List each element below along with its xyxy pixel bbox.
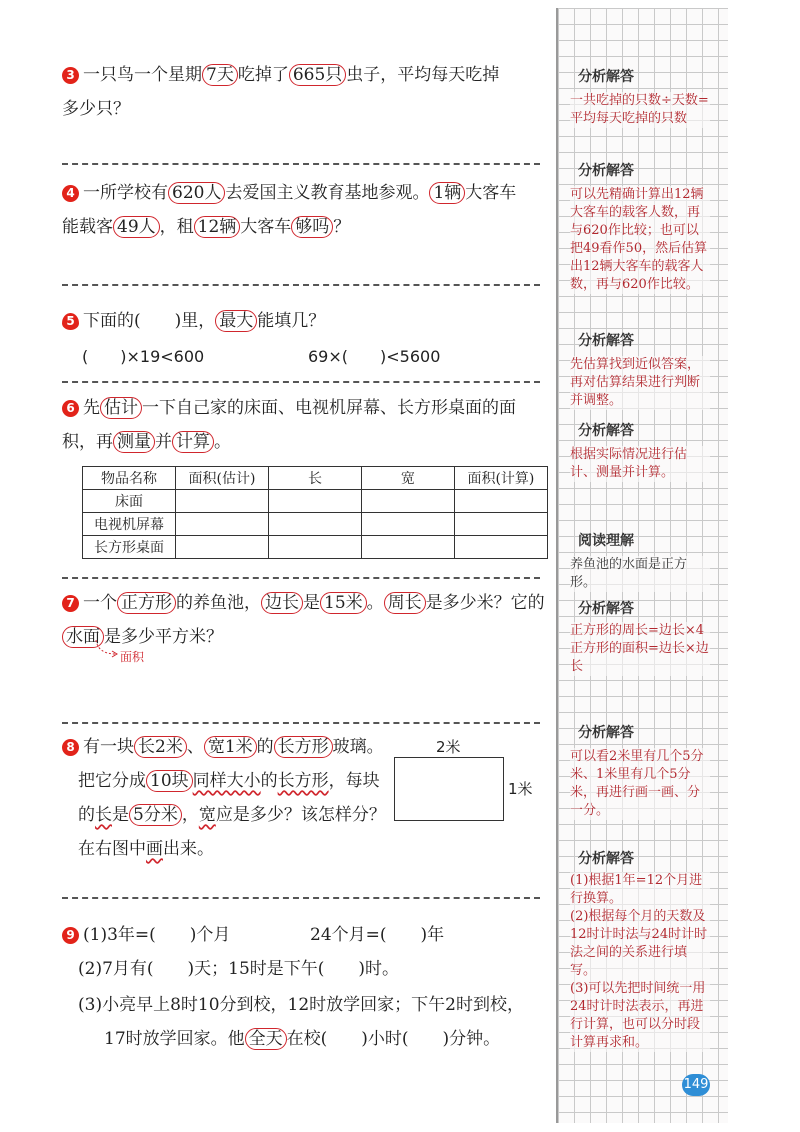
analysis-note: 先估算找到近似答案，再对估算结果进行判断并调整。 — [570, 356, 710, 410]
question-number: 6 — [62, 400, 79, 417]
section-header: 分析解答 — [578, 163, 634, 179]
question-7: 7 一个 正方形 的养鱼池， 边长 是 15米 。 周长 是多少米？它的 水面 是多少平方米？ — [62, 586, 545, 654]
question-5: 5 下面的( )里， 最大 能填几？ — [62, 304, 325, 338]
section-header: 分析解答 — [578, 69, 634, 85]
separator — [62, 577, 540, 579]
separator — [62, 284, 540, 286]
annotation-area: 面积 — [120, 650, 145, 664]
section-header: 分析解答 — [578, 725, 634, 741]
rect-width-label: 2米 — [436, 738, 461, 756]
measurement-table — [82, 466, 548, 559]
q5-expression-2: 69×( )<5600 — [308, 347, 441, 366]
section-header: 分析解答 — [578, 423, 634, 439]
question-3: 3 一只鸟一个星期 7天 吃掉了 665只 虫子，平均每天吃掉 多少只？ — [62, 65, 500, 119]
question-number: 5 — [62, 313, 79, 330]
question-9-part-2: (2)7月有( )天；15时是下午( )时。 — [78, 959, 400, 979]
page-number: 149 — [682, 1074, 710, 1096]
section-header: 分析解答 — [578, 601, 634, 617]
glass-rectangle-drawing-area[interactable] — [394, 757, 504, 821]
separator — [62, 381, 540, 383]
analysis-sidebar — [556, 8, 728, 1123]
rect-height-label: 1米 — [508, 780, 533, 798]
reading-note: 养鱼池的水面是正方形。 — [570, 556, 710, 592]
analysis-note: 根据实际情况进行估计、测量并计算。 — [570, 446, 710, 482]
q5-expression-1: ( )×19<600 — [82, 347, 205, 366]
section-header: 分析解答 — [578, 333, 634, 349]
circled-text: 665只 — [289, 64, 346, 86]
table-header-row: 物品名称 面积(估计) 长 宽 面积(计算) — [83, 467, 548, 490]
analysis-note: 正方形的周长=边长×4 正方形的面积=边长×边长 — [570, 623, 709, 674]
separator — [62, 897, 540, 899]
section-header: 阅读理解 — [578, 533, 634, 549]
table-row: 电视机屏幕 — [83, 513, 548, 536]
table-row: 床面 — [83, 490, 548, 513]
question-number: 3 — [62, 67, 79, 84]
annotation-arrow — [92, 640, 122, 660]
question-number: 9 — [62, 927, 79, 944]
separator — [62, 163, 540, 165]
section-header: 分析解答 — [578, 851, 634, 867]
question-9-part-1b: 24个月=( )年 — [310, 925, 445, 945]
analysis-note: 可以看2米里有几个5分米、1米里有几个5分米，再进行画一画、分一分。 — [570, 748, 710, 820]
question-6: 6 先 估计 一下自己家的床面、电视机屏幕、长方形桌面的面 积，再 测量 并 计算 。 — [62, 398, 516, 452]
analysis-note: (1)根据1年=12个月进行换算。 (2)根据每个月的天数及12时计时法与24时计时法之间的关系进行填写。 (3)可以先把时间统一用24时计时法表示，再进行计算，也可以分时段计算再求和。 — [570, 872, 710, 1052]
circled-text: 7天 — [202, 64, 238, 86]
question-9-part-3: (3)小亮早上8时10分到校，12时放学回家；下午2时到校， 17时放学回家。他 全天 在校( )小时( )分钟。 — [78, 995, 524, 1049]
analysis-note: 可以先精确计算出12辆大客车的载客人数，再与620作比较；也可以把49看作50，然后估算出12辆大客车的载客人数，再与620作比较。 — [570, 186, 710, 294]
table-row: 长方形桌面 — [83, 536, 548, 559]
analysis-note: 一共吃掉的只数÷天数=平均每天吃掉的只数 — [570, 93, 709, 126]
question-number: 4 — [62, 185, 79, 202]
question-9-part-1: 9 (1)3年=( )个月 — [62, 918, 230, 952]
separator — [62, 722, 540, 724]
question-number: 7 — [62, 595, 79, 612]
question-8: 8 有一块 长2米 、 宽1米 的 长方形 玻璃。 把它分成 10块 同样大小的长方形，每块 的长是 5分米 ，宽应是多少？该怎样分？ 在右图中画出来。 — [62, 730, 386, 866]
question-4: 4 一所学校有 620人 去爱国主义教育基地参观。 1辆 大客车 能载客 49人 ，租 12辆 大客车 够吗 ？ — [62, 183, 517, 237]
question-number: 8 — [62, 739, 79, 756]
